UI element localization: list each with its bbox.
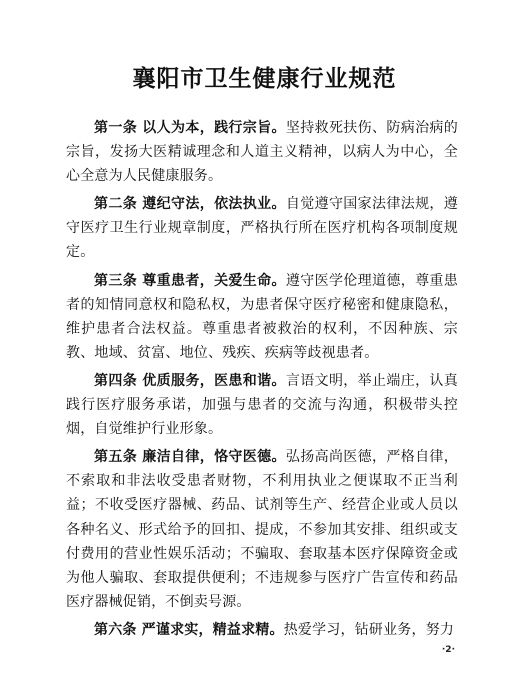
article-1-text: 坚持救死扶伤、防病治病的宗旨，发扬大医精诚理念和人道主义精神，以病人为中心，全心全意为人民健康服务。 — [66, 120, 458, 185]
article-3 — [66, 269, 458, 365]
article-5 — [66, 445, 458, 614]
article-6 — [66, 618, 458, 642]
article-6-heading: 第六条 严谨求实，精益求精。 — [94, 621, 284, 638]
article-5-heading: 第五条 廉洁自律，恪守医德。 — [94, 449, 286, 466]
article-6-text: 热爱学习，钻研业务，努力 — [283, 621, 455, 638]
article-1 — [66, 116, 458, 188]
article-3-text: 遵守医学伦理道德，尊重患者的知情同意权和隐私权，为患者保守医疗秘密和健康隐私，维护患者合法权益。尊重患者被救治的权利，不因种族、宗教、地域、贫富、地位、残疾、疾病等歧视患者。 — [66, 272, 458, 361]
article-2 — [66, 192, 458, 264]
article-2-heading: 第二条 遵纪守法，依法执业。 — [94, 196, 286, 213]
article-5-text: 弘扬高尚医德，严格自律，不索取和非法收受患者财物，不利用执业之便谋取不正当利益；不收受医疗器械、药品、试剂等生产、经营企业或人员以各种名义、形式给予的回扣、提成，不参加其安排、组织或支付费用的营业性娱乐活动；不骗取、套取基本医疗保障资金或为他人骗取、套取提供便利；不违规参与医疗广告宣传和药品医疗器械促销，不倒卖号源。 — [66, 449, 458, 610]
article-2-text: 自觉遵守国家法律法规，遵守医疗卫生行业规章制度，严格执行所在医疗机构各项制度规定。 — [66, 196, 458, 261]
page-number: ·2· — [441, 645, 455, 655]
article-3-heading: 第三条 尊重患者，关爱生命。 — [94, 272, 286, 289]
document-body — [66, 116, 458, 646]
page-title: 襄阳市卫生健康行业规范 — [132, 66, 397, 92]
article-4-heading: 第四条 优质服务，医患和谐。 — [94, 372, 286, 389]
article-4 — [66, 369, 458, 441]
article-4-text: 言语文明，举止端庄，认真践行医疗服务承诺，加强与患者的交流与沟通，积极带头控烟，自觉维护行业形象。 — [66, 372, 458, 438]
article-1-heading: 第一条 以人为本，践行宗旨。 — [94, 120, 286, 136]
